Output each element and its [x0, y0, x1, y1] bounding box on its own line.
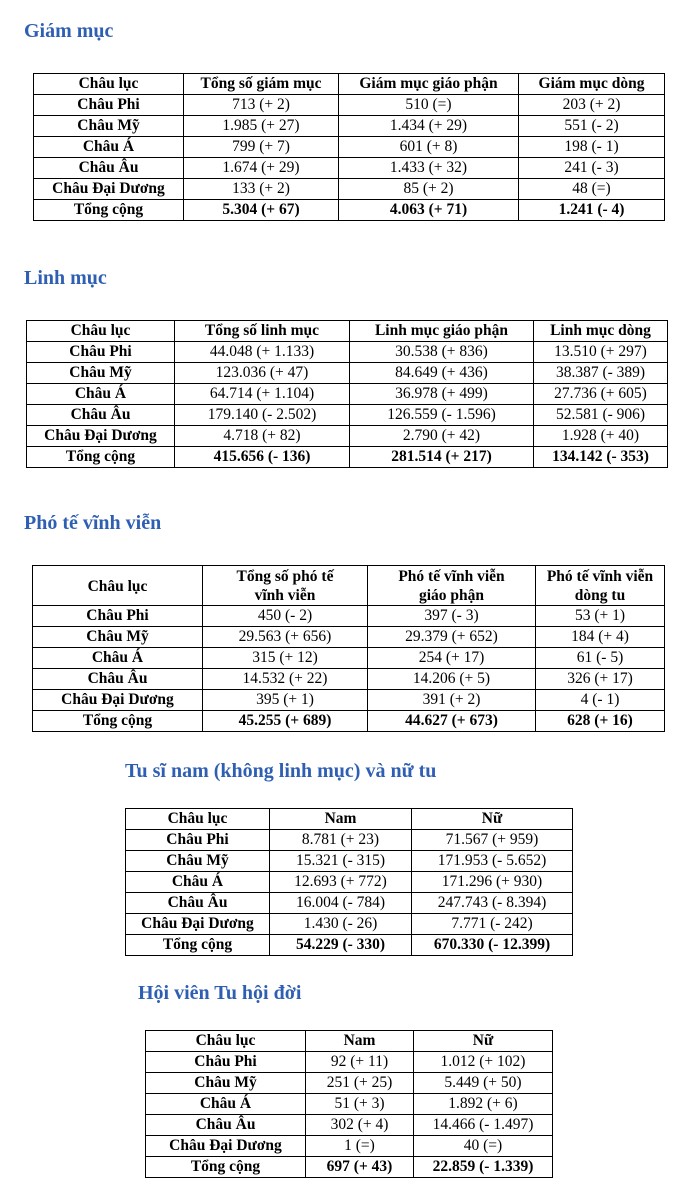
table-cell: 251 (+ 25)	[306, 1073, 414, 1094]
table-row	[34, 116, 665, 137]
table-cell: 179.140 (- 2.502)	[175, 405, 350, 426]
column-header: Giám mục dòng	[519, 74, 665, 95]
table-cell: 1.985 (+ 27)	[184, 116, 339, 137]
row-label: Châu Phi	[33, 606, 203, 627]
table-cell: 13.510 (+ 297)	[534, 342, 668, 363]
table-cell: 53 (+ 1)	[536, 606, 665, 627]
column-header: Linh mục giáo phận	[350, 321, 534, 342]
table-cell: 302 (+ 4)	[306, 1115, 414, 1136]
table-cell: 1.433 (+ 32)	[339, 158, 519, 179]
table-row	[126, 830, 573, 851]
table-row	[34, 179, 665, 200]
table-cell: 16.004 (- 784)	[270, 893, 412, 914]
table-cell: 52.581 (- 906)	[534, 405, 668, 426]
section-title-deacons: Phó tế vĩnh viễn	[24, 512, 162, 534]
section-title-bishops: Giám mục	[24, 20, 114, 42]
row-label: Châu Mỹ	[126, 851, 270, 872]
column-header: Nam	[270, 809, 412, 830]
table-cell: 54.229 (- 330)	[270, 935, 412, 956]
table-cell: 171.296 (+ 930)	[412, 872, 573, 893]
table-cell: 8.781 (+ 23)	[270, 830, 412, 851]
table-cell: 1.892 (+ 6)	[414, 1094, 553, 1115]
column-header: Châu lục	[34, 74, 184, 95]
row-label: Châu Phi	[27, 342, 175, 363]
table-cell: 4.063 (+ 71)	[339, 200, 519, 221]
total-row	[146, 1157, 553, 1178]
table-cell: 670.330 (- 12.399)	[412, 935, 573, 956]
table-cell: 5.449 (+ 50)	[414, 1073, 553, 1094]
table-cell: 397 (- 3)	[368, 606, 536, 627]
table-cell: 1.430 (- 26)	[270, 914, 412, 935]
table-cell: 71.567 (+ 959)	[412, 830, 573, 851]
table-row	[146, 1052, 553, 1073]
total-row	[126, 935, 573, 956]
table-row	[126, 914, 573, 935]
total-row	[27, 447, 668, 468]
row-label: Châu Đại Dương	[146, 1136, 306, 1157]
table-row	[126, 872, 573, 893]
table-cell: 14.206 (+ 5)	[368, 669, 536, 690]
table-row	[146, 1073, 553, 1094]
row-label: Châu Phi	[34, 95, 184, 116]
row-label: Châu Á	[126, 872, 270, 893]
header-row	[126, 809, 573, 830]
row-label: Tổng cộng	[126, 935, 270, 956]
column-header: Nữ	[412, 809, 573, 830]
column-header: Châu lục	[33, 566, 203, 606]
row-label: Châu Mỹ	[34, 116, 184, 137]
table-row	[34, 137, 665, 158]
column-header: Giám mục giáo phận	[339, 74, 519, 95]
row-label: Châu Đại Dương	[27, 426, 175, 447]
table-cell: 326 (+ 17)	[536, 669, 665, 690]
table-cell: 29.563 (+ 656)	[203, 627, 368, 648]
table-cell: 29.379 (+ 652)	[368, 627, 536, 648]
table-cell: 27.736 (+ 605)	[534, 384, 668, 405]
row-label: Châu Mỹ	[146, 1073, 306, 1094]
table-cell: 14.532 (+ 22)	[203, 669, 368, 690]
table-cell: 551 (- 2)	[519, 116, 665, 137]
header-row	[33, 566, 665, 606]
table-cell: 713 (+ 2)	[184, 95, 339, 116]
table-row	[27, 384, 668, 405]
table-cell: 133 (+ 2)	[184, 179, 339, 200]
column-header: Phó tế vĩnh viễn dòng tu	[536, 566, 665, 606]
table-row	[33, 627, 665, 648]
table-cell: 15.321 (- 315)	[270, 851, 412, 872]
row-label: Châu Á	[27, 384, 175, 405]
secular-institutes-table	[145, 1030, 553, 1178]
table-cell: 391 (+ 2)	[368, 690, 536, 711]
row-label: Châu Âu	[34, 158, 184, 179]
bishops-table	[33, 73, 665, 221]
table-cell: 22.859 (- 1.339)	[414, 1157, 553, 1178]
table-cell: 1.012 (+ 102)	[414, 1052, 553, 1073]
table-cell: 64.714 (+ 1.104)	[175, 384, 350, 405]
table-cell: 4.718 (+ 82)	[175, 426, 350, 447]
table-cell: 1 (=)	[306, 1136, 414, 1157]
table-row	[27, 363, 668, 384]
column-header: Tổng số linh mục	[175, 321, 350, 342]
row-label: Châu Phi	[126, 830, 270, 851]
row-label: Tổng cộng	[34, 200, 184, 221]
row-label: Châu Mỹ	[33, 627, 203, 648]
table-cell: 51 (+ 3)	[306, 1094, 414, 1115]
section-title-priests: Linh mục	[24, 267, 107, 289]
table-row	[33, 606, 665, 627]
row-label: Châu Âu	[126, 893, 270, 914]
table-cell: 61 (- 5)	[536, 648, 665, 669]
table-cell: 45.255 (+ 689)	[203, 711, 368, 732]
column-header: Châu lục	[126, 809, 270, 830]
table-row	[27, 405, 668, 426]
table-cell: 281.514 (+ 217)	[350, 447, 534, 468]
column-header: Phó tế vĩnh viễn giáo phận	[368, 566, 536, 606]
table-cell: 697 (+ 43)	[306, 1157, 414, 1178]
table-cell: 628 (+ 16)	[536, 711, 665, 732]
row-label: Châu Phi	[146, 1052, 306, 1073]
row-label: Châu Mỹ	[27, 363, 175, 384]
table-cell: 14.466 (- 1.497)	[414, 1115, 553, 1136]
table-cell: 7.771 (- 242)	[412, 914, 573, 935]
table-cell: 85 (+ 2)	[339, 179, 519, 200]
table-cell: 510 (=)	[339, 95, 519, 116]
table-cell: 799 (+ 7)	[184, 137, 339, 158]
column-header: Linh mục dòng	[534, 321, 668, 342]
table-cell: 12.693 (+ 772)	[270, 872, 412, 893]
table-row	[33, 648, 665, 669]
table-cell: 48 (=)	[519, 179, 665, 200]
table-cell: 203 (+ 2)	[519, 95, 665, 116]
row-label: Châu Đại Dương	[126, 914, 270, 935]
table-cell: 315 (+ 12)	[203, 648, 368, 669]
section-title-religious: Tu sĩ nam (không linh mục) và nữ tu	[125, 760, 437, 782]
table-cell: 171.953 (- 5.652)	[412, 851, 573, 872]
column-header: Châu lục	[146, 1031, 306, 1052]
religious-table	[125, 808, 573, 956]
table-cell: 44.627 (+ 673)	[368, 711, 536, 732]
column-header: Nam	[306, 1031, 414, 1052]
table-cell: 84.649 (+ 436)	[350, 363, 534, 384]
table-cell: 241 (- 3)	[519, 158, 665, 179]
table-row	[146, 1136, 553, 1157]
row-label: Tổng cộng	[146, 1157, 306, 1178]
table-cell: 38.387 (- 389)	[534, 363, 668, 384]
table-row	[27, 342, 668, 363]
column-header: Tổng số giám mục	[184, 74, 339, 95]
section-title-secular: Hội viên Tu hội đời	[138, 982, 302, 1004]
table-row	[146, 1115, 553, 1136]
table-cell: 134.142 (- 353)	[534, 447, 668, 468]
row-label: Châu Á	[34, 137, 184, 158]
row-label: Châu Âu	[146, 1115, 306, 1136]
table-cell: 1.674 (+ 29)	[184, 158, 339, 179]
header-row	[34, 74, 665, 95]
row-label: Tổng cộng	[27, 447, 175, 468]
table-cell: 4 (- 1)	[536, 690, 665, 711]
row-label: Châu Đại Dương	[33, 690, 203, 711]
table-cell: 198 (- 1)	[519, 137, 665, 158]
total-row	[34, 200, 665, 221]
row-label: Châu Á	[146, 1094, 306, 1115]
table-cell: 36.978 (+ 499)	[350, 384, 534, 405]
row-label: Tổng cộng	[33, 711, 203, 732]
table-row	[126, 851, 573, 872]
table-cell: 184 (+ 4)	[536, 627, 665, 648]
table-cell: 92 (+ 11)	[306, 1052, 414, 1073]
table-row	[34, 158, 665, 179]
table-row	[33, 690, 665, 711]
table-cell: 40 (=)	[414, 1136, 553, 1157]
deacons-table	[32, 565, 665, 732]
table-cell: 1.241 (- 4)	[519, 200, 665, 221]
table-cell: 1.434 (+ 29)	[339, 116, 519, 137]
table-cell: 395 (+ 1)	[203, 690, 368, 711]
column-header: Nữ	[414, 1031, 553, 1052]
table-cell: 30.538 (+ 836)	[350, 342, 534, 363]
table-row	[33, 669, 665, 690]
column-header: Tổng số phó tế vĩnh viễn	[203, 566, 368, 606]
table-row	[27, 426, 668, 447]
table-cell: 450 (- 2)	[203, 606, 368, 627]
row-label: Châu Âu	[33, 669, 203, 690]
total-row	[33, 711, 665, 732]
row-label: Châu Á	[33, 648, 203, 669]
table-cell: 601 (+ 8)	[339, 137, 519, 158]
row-label: Châu Âu	[27, 405, 175, 426]
table-row	[126, 893, 573, 914]
table-cell: 415.656 (- 136)	[175, 447, 350, 468]
table-row	[146, 1094, 553, 1115]
table-cell: 254 (+ 17)	[368, 648, 536, 669]
column-header: Châu lục	[27, 321, 175, 342]
priests-table	[26, 320, 668, 468]
table-cell: 2.790 (+ 42)	[350, 426, 534, 447]
table-cell: 247.743 (- 8.394)	[412, 893, 573, 914]
header-row	[146, 1031, 553, 1052]
table-cell: 44.048 (+ 1.133)	[175, 342, 350, 363]
row-label: Châu Đại Dương	[34, 179, 184, 200]
table-cell: 123.036 (+ 47)	[175, 363, 350, 384]
table-row	[34, 95, 665, 116]
table-cell: 5.304 (+ 67)	[184, 200, 339, 221]
table-cell: 1.928 (+ 40)	[534, 426, 668, 447]
header-row	[27, 321, 668, 342]
table-cell: 126.559 (- 1.596)	[350, 405, 534, 426]
